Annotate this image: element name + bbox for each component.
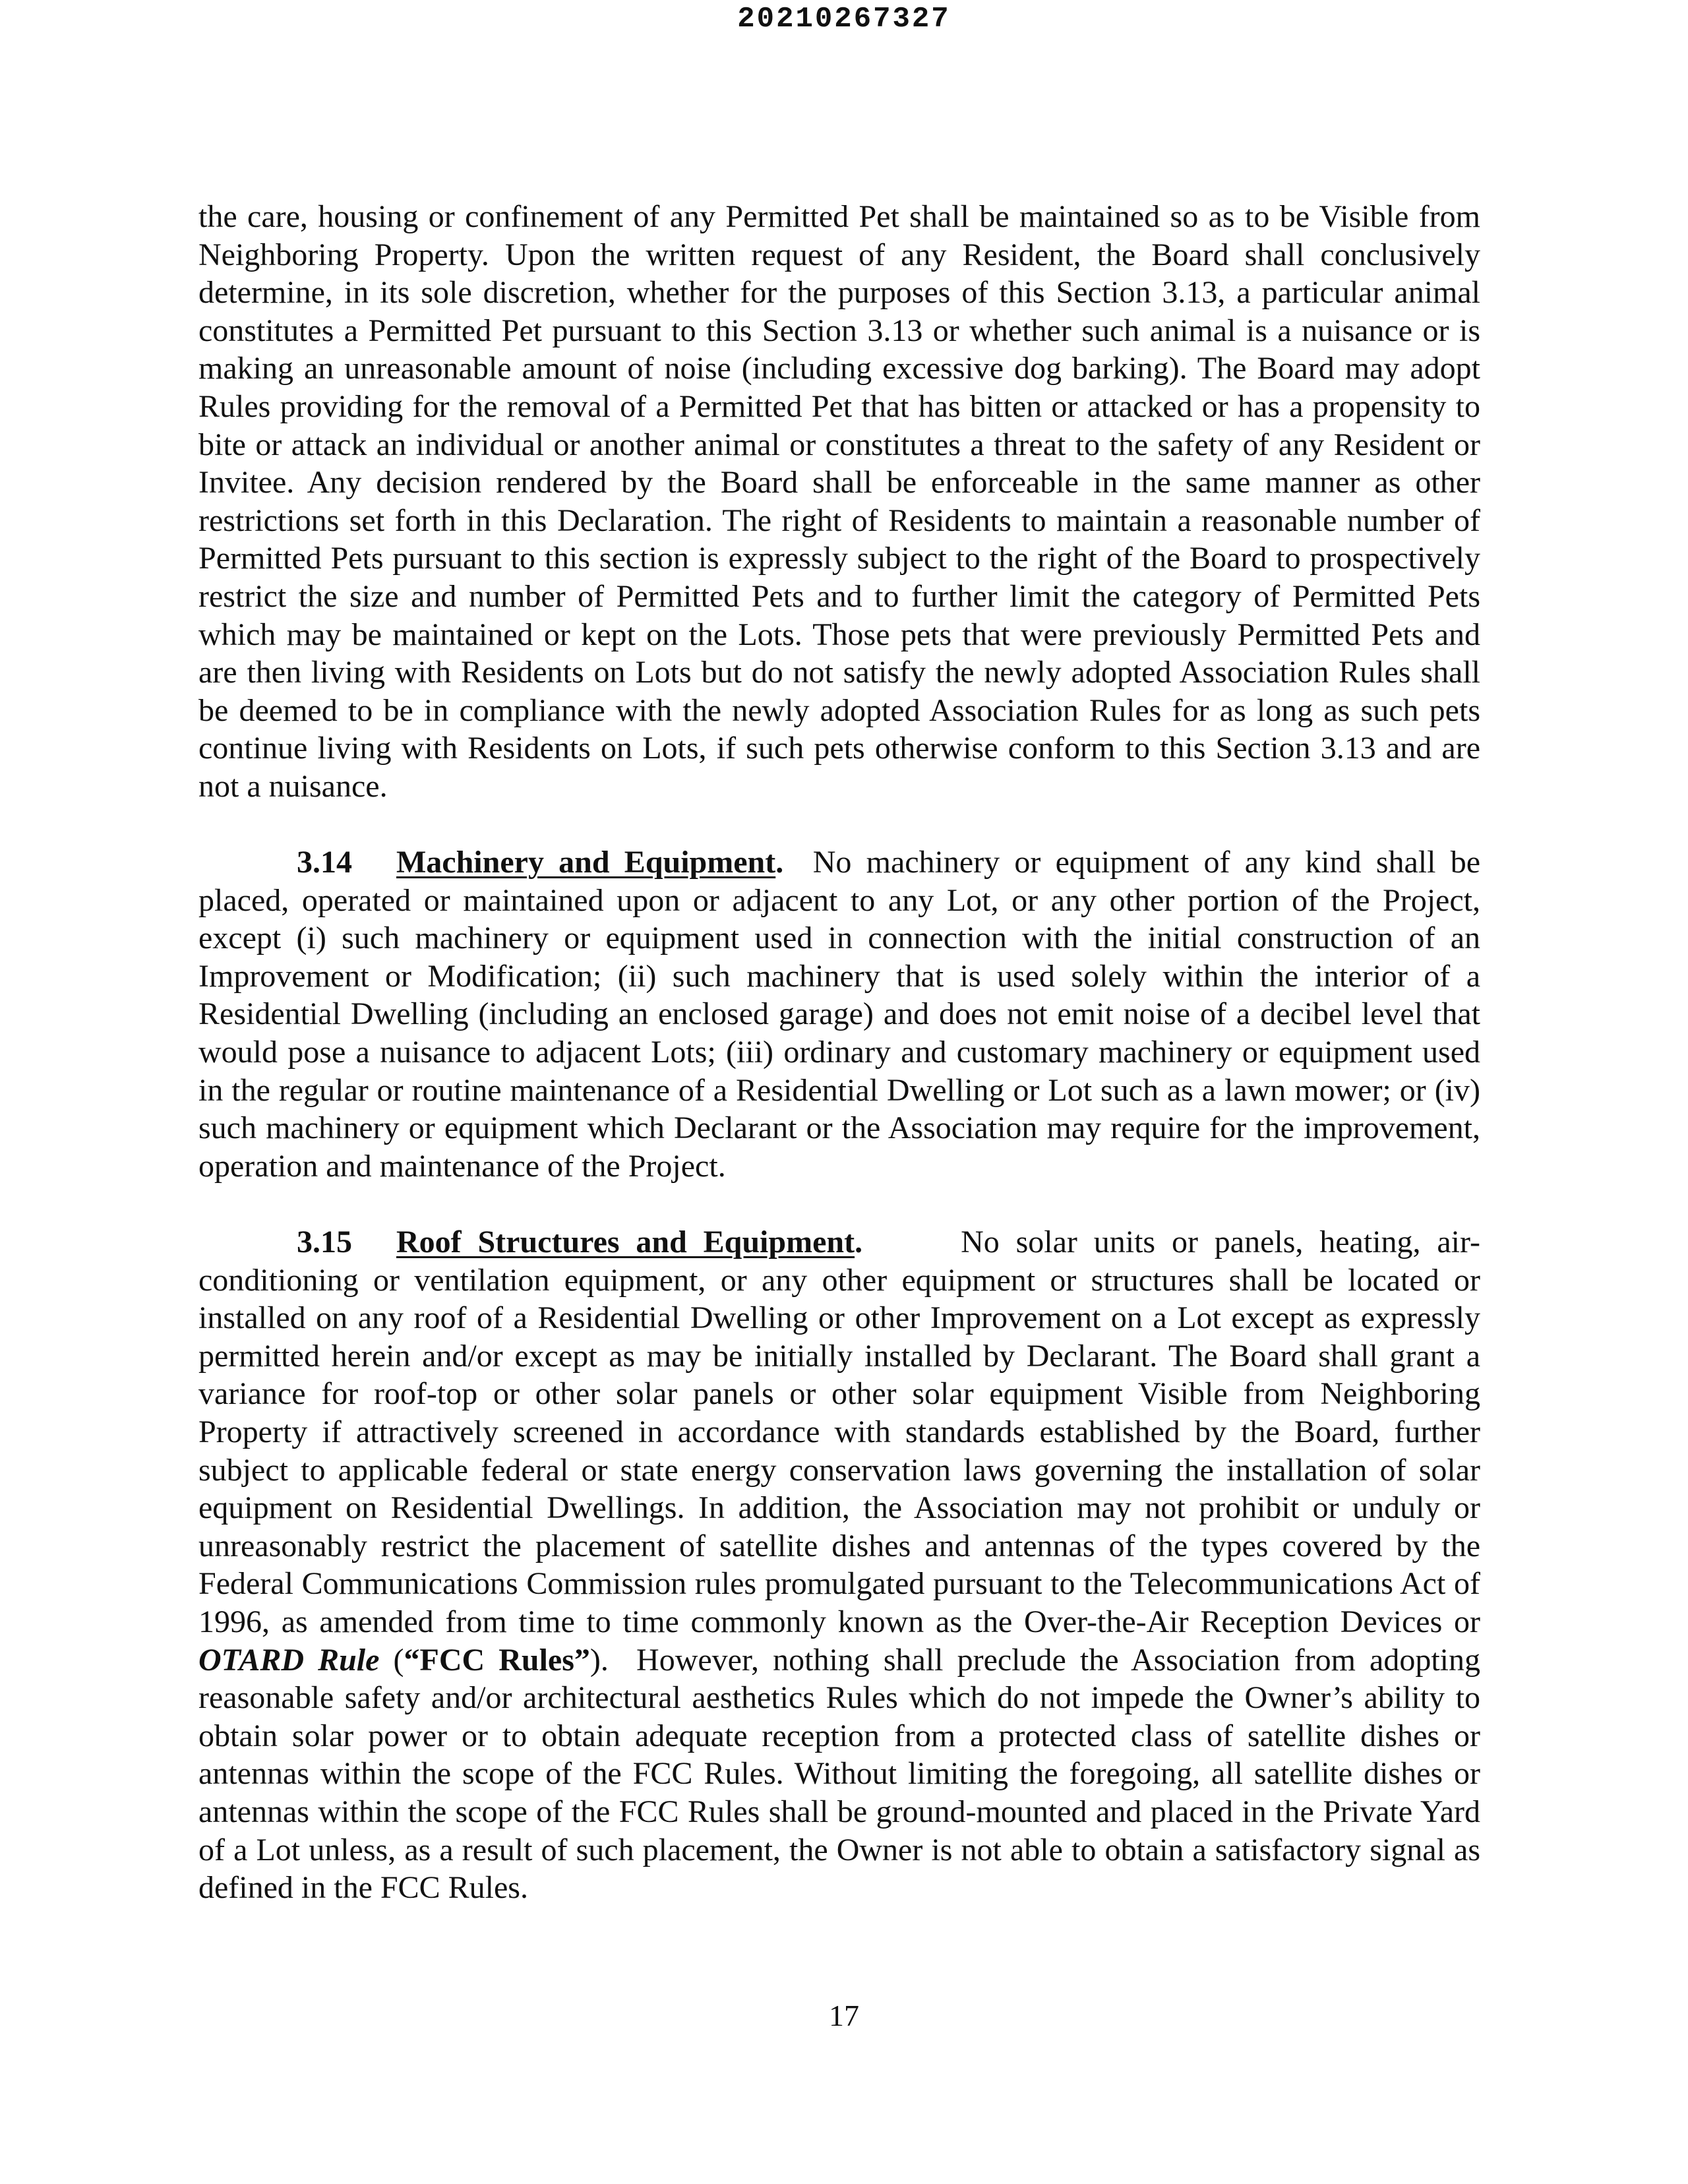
section-number: 3.14 — [297, 845, 352, 880]
section-3-15-paragraph — [198, 1223, 1480, 1907]
paren-open: ( — [393, 1642, 404, 1678]
fcc-rules-term: “FCC Rules” — [404, 1642, 590, 1678]
section-title: Machinery and Equipment — [396, 845, 776, 880]
page-number: 17 — [829, 1999, 859, 2032]
section-text-after: However, nothing shall preclude the Association from adopting reasonable safety and/or architectural aesthetics Rules which do not impede the Owner’s ability to obtain solar power or to obtain adequate reception from a protected class of satellite dishes or antennas within the scope of the FCC Rules. Without limiting the foregoing, all satellite dishes or antennas within the scope of the FCC Rules shall be ground-mounted and placed in the Private Yard of a Lot unless, as a result of such placement, the Owner is not able to obtain a satisfactory signal as defined in the FCC Rules. — [198, 1642, 1481, 1906]
section-text: No machinery or equipment of any kind shall be placed, operated or maintained upon or adjacent to any Lot, or any other portion of the Project, except (i) such machinery or equipment used in connection with the initial construction of an Improvement or Modification; (ii) such machinery that is used solely within the interior of a Residential Dwelling (including an enclosed garage) and does not emit noise of a decibel level that would pose a nuisance to adjacent Lots; (iii) ordinary and customary machinery or equipment used in the regular or routine maintenance of a Residential Dwelling or Lot such as a lawn mower; or (iv) such machinery or equipment which Declarant or the Association may require for the improvement, operation and maintenance of the Project. — [198, 845, 1481, 1184]
section-number: 3.15 — [297, 1225, 352, 1260]
document-number: 20210267327 — [737, 3, 951, 36]
section-title-punct: . — [855, 1225, 863, 1260]
pets-continuation-paragraph: the care, housing or confinement of any Permitted Pet shall be maintained so as to be Visible from Neighboring Property. Upon the written request of any Resident, the Board shall conclusively determine, in its sole discretion, whether for the purposes of this Section 3.13, a particular animal constitutes a Permitted Pet pursuant to this Section 3.13 or whether such animal is a nuisance or is making an unreasonable amount of noise (including excessive dog barking). The Board may adopt Rules providing for the removal of a Permitted Pet that has bitten or attacked or has a propensity to bite or attack an individual or another animal or constitutes a threat to the safety of any Resident or Invitee. Any decision rendered by the Board shall be enforceable in the same manner as other restrictions set forth in this Declaration. The right of Residents to maintain a reasonable number of Permitted Pets pursuant to this section is expressly subject to the right of the Board to prospectively restrict the size and number of Permitted Pets and to further limit the category of Permitted Pets which may be maintained or kept on the Lots. Those pets that were previously Permitted Pets and are then living with Residents on Lots but do not satisfy the newly adopted Association Rules shall be deemed to be in compliance with the newly adopted Association Rules for as long as such pets continue living with Residents on Lots, if such pets otherwise conform to this Section 3.13 and are not a nuisance. — [198, 199, 1480, 804]
otard-rule-term: OTARD Rule — [198, 1642, 380, 1678]
paren-close: ). — [589, 1642, 609, 1678]
section-title: Roof Structures and Equipment — [396, 1225, 855, 1260]
section-3-14-paragraph — [198, 843, 1480, 1185]
section-title-punct: . — [775, 845, 784, 880]
section-text-before: No solar units or panels, heating, air-conditioning or ventilation equipment, or any other equipment or structures shall be located or installed on any roof of a Residential Dwelling or other Improvement on a Lot except as expressly permitted herein and/or except as may be initially installed by Declarant. The Board shall grant a variance for roof-top or other solar panels or other solar equipment Visible from Neighboring Property if attractively screened in accordance with standards established by the Board, further subject to applicable federal or state energy conservation laws governing the installation of solar equipment on Residential Dwellings. In addition, the Association may not prohibit or unduly or unreasonably restrict the placement of satellite dishes and antennas of the types covered by the Federal Communications Commission rules promulgated pursuant to the Telecommunications Act of 1996, as amended from time to time commonly known as the Over-the-Air Reception Devices or — [198, 1225, 1481, 1639]
document-body — [198, 198, 1480, 1945]
